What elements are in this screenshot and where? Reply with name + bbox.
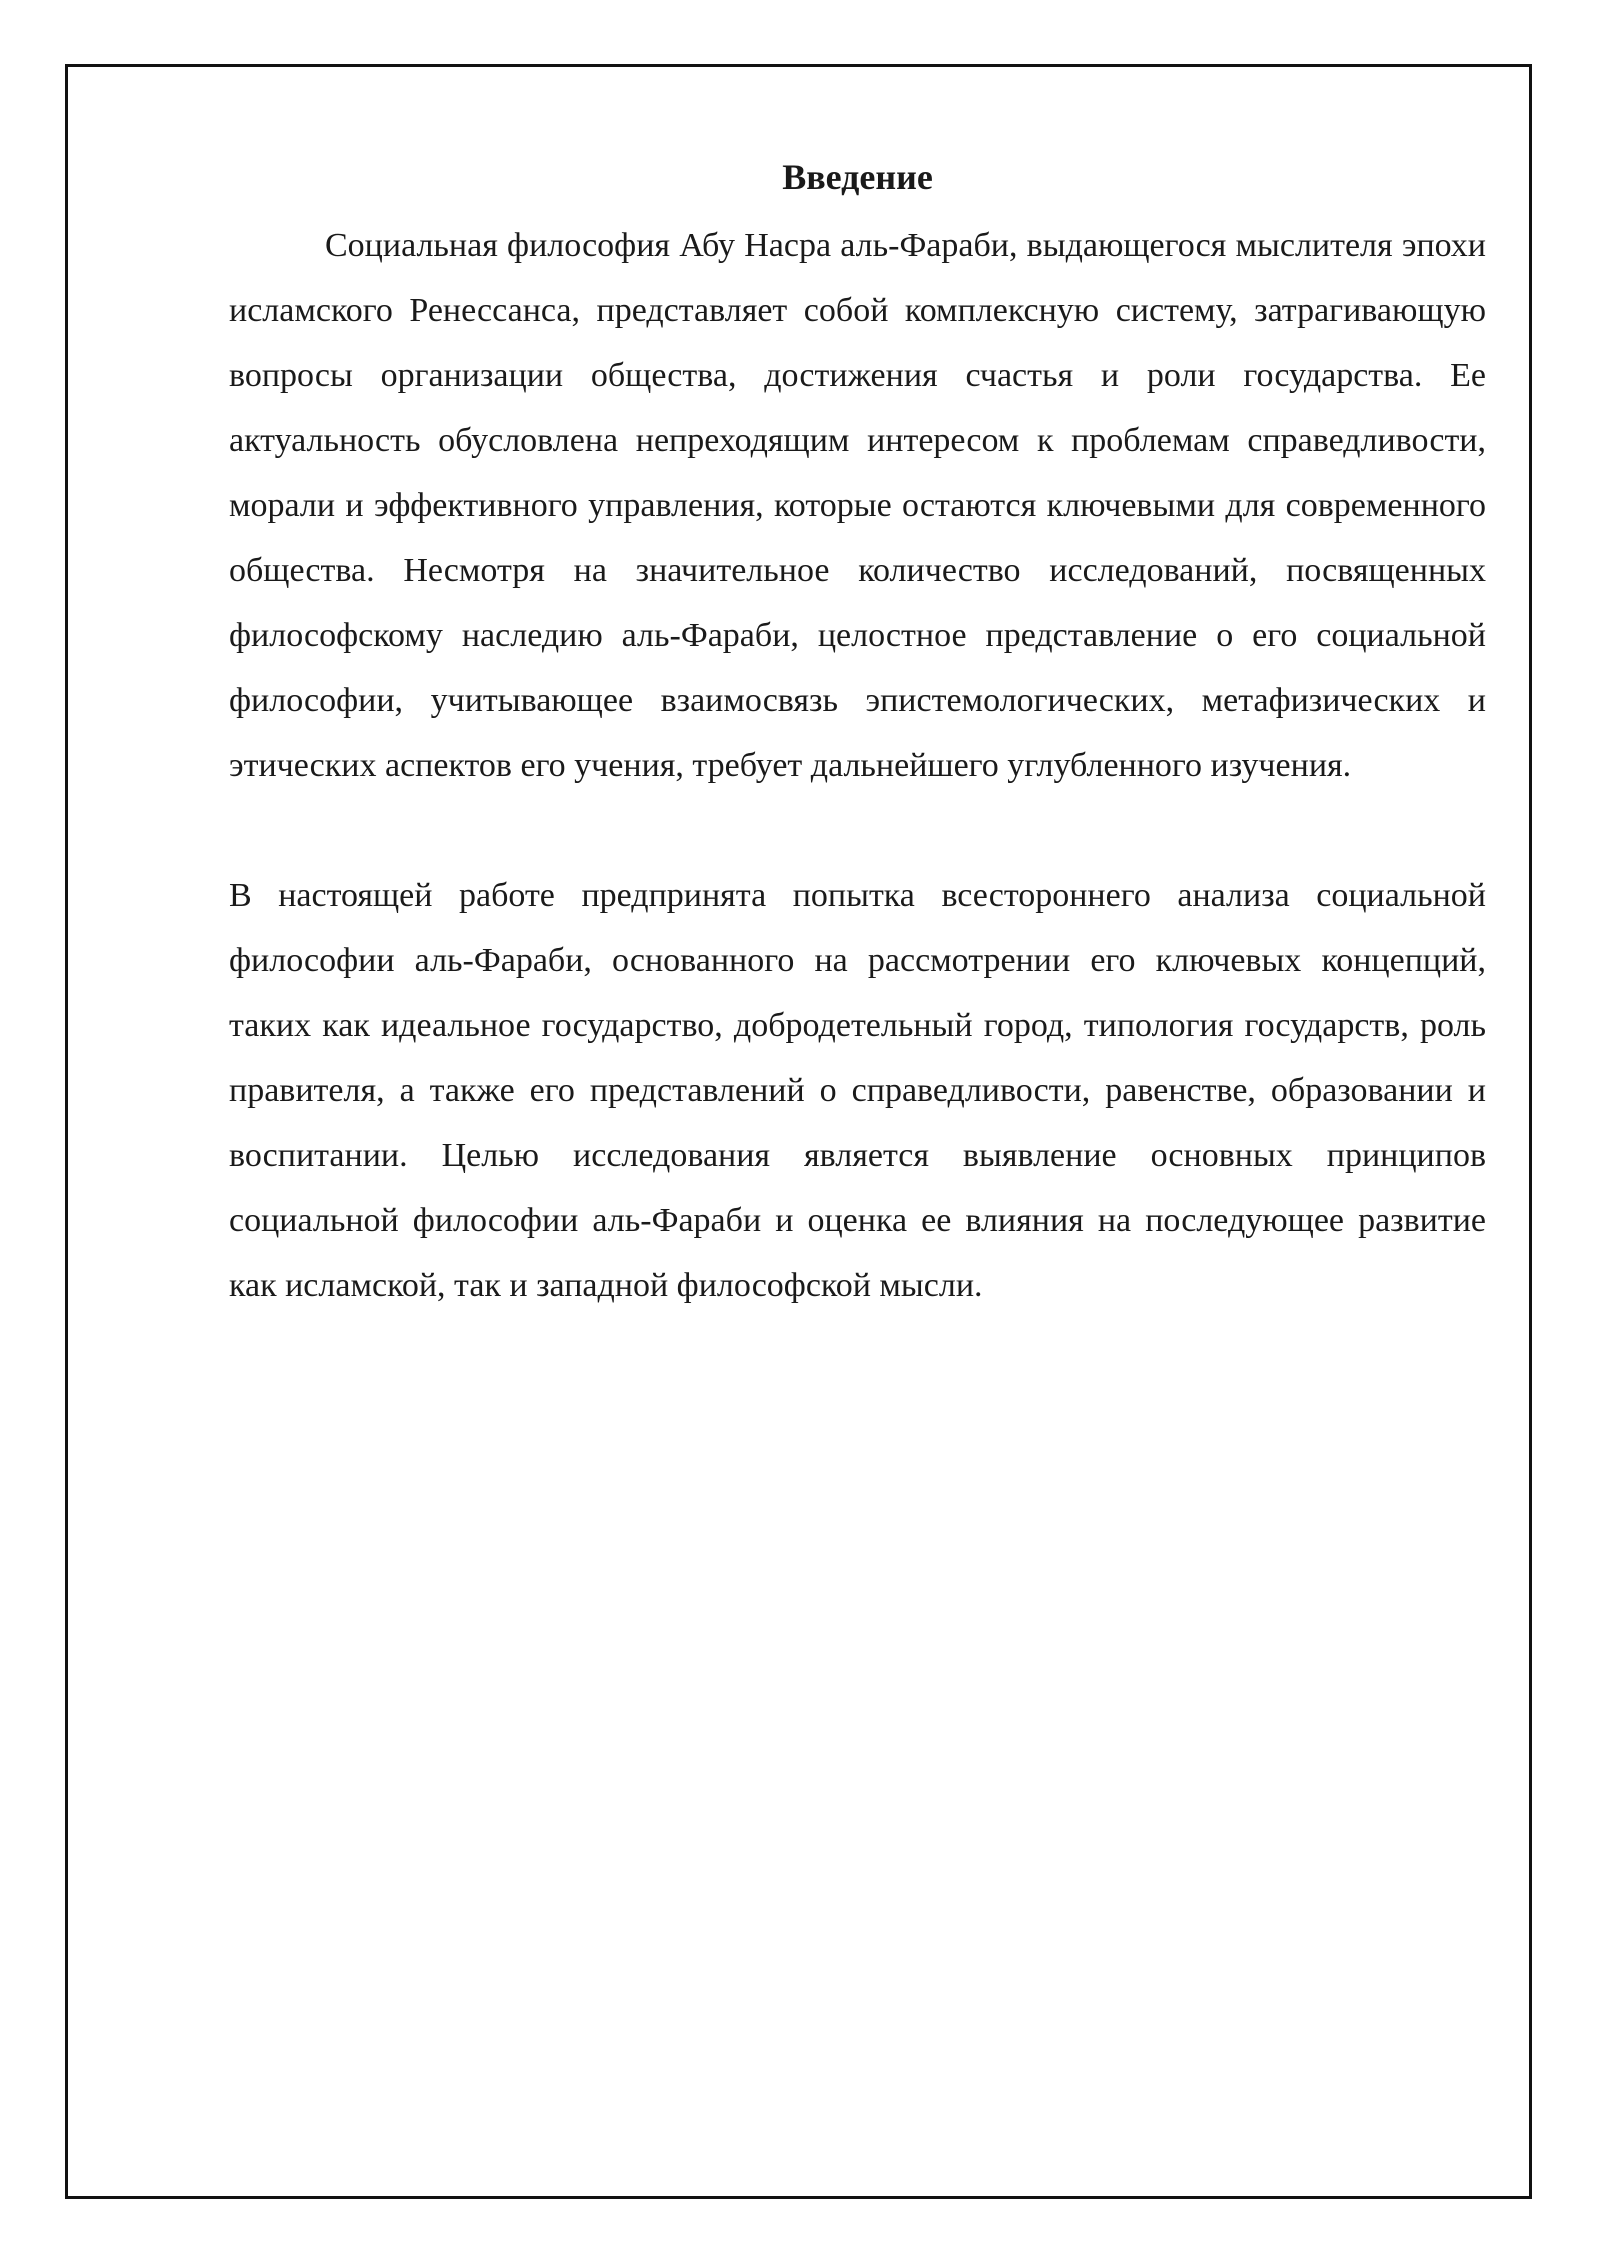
document-body <box>229 148 1486 1318</box>
paragraph-intro: Социальная философия Абу Насра аль-Фараби, выдающегося мыслителя эпохи исламского Ренессанса, представляет собой комплексную систему, затрагивающую вопросы организации общества, достижения счастья и роли государства. Ее актуальность обусловлена непреходящим интересом к проблемам справедливости, морали и эффективного управления, которые остаются ключевыми для современного общества. Несмотря на значительное количество исследований, посвященных философскому наследию аль-Фараби, целостное представление о его социальной философии, учитывающее взаимосвязь эпистемологических, метафизических и этических аспектов его учения, требует дальнейшего углубленного изучения. <box>229 227 1486 784</box>
paragraph-goal: В настоящей работе предпринята попытка всестороннего анализа социальной философии аль-Фараби, основанного на рассмотрении его ключевых концепций, таких как идеальное государство, добродетельный город, типология государств, роль правителя, а также его представлений о справедливости, равенстве, образовании и воспитании. Целью исследования является выявление основных принципов социальной философии аль-Фараби и оценка ее влияния на последующее развитие как исламской, так и западной философской мысли. <box>229 877 1486 1304</box>
page-title: Введение <box>782 157 933 197</box>
